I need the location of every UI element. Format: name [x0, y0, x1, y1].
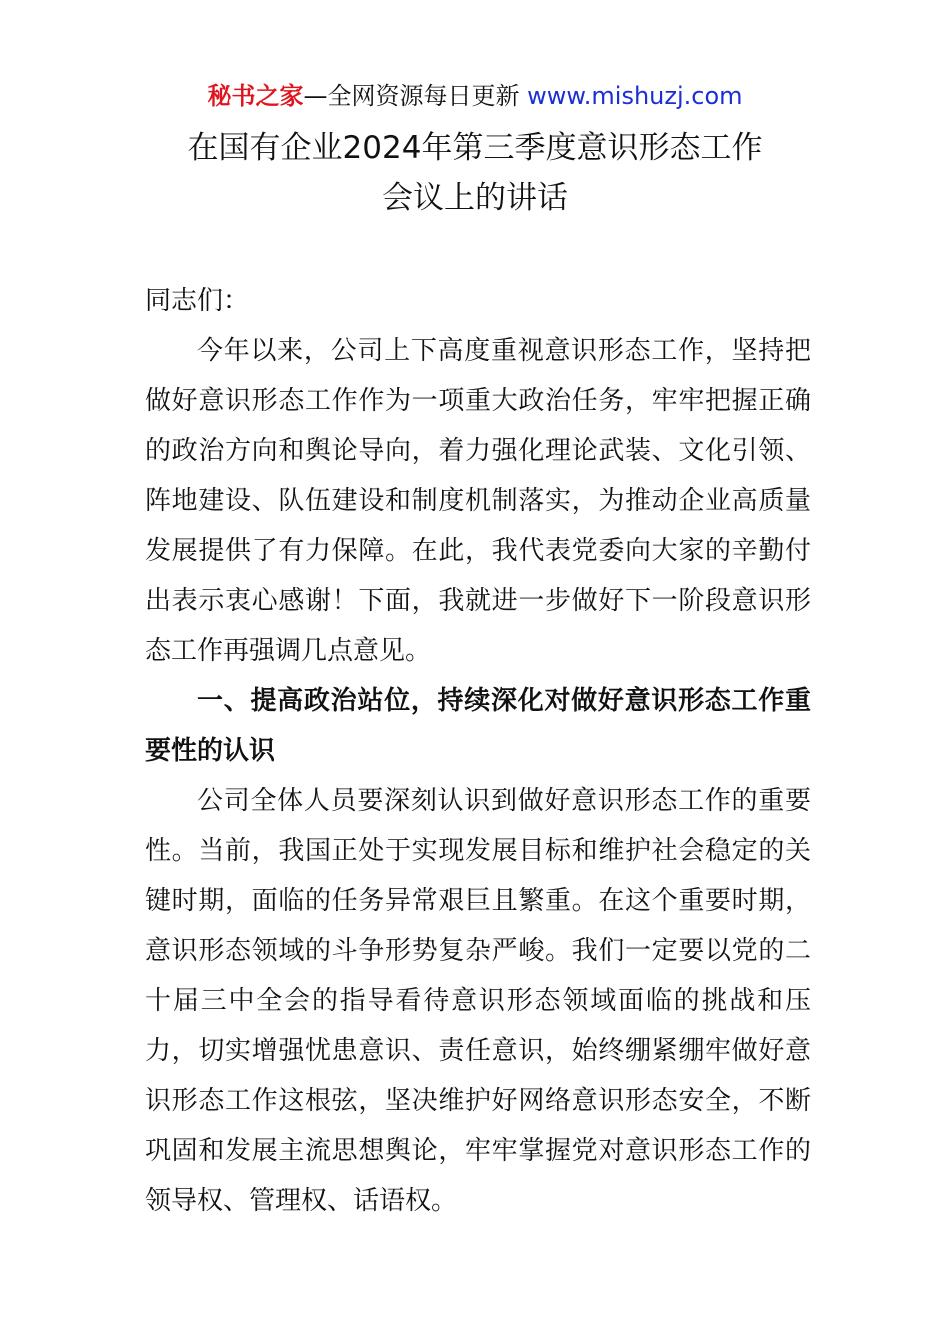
document-title-line-1: 在国有企业2024年第三季度意识形态工作: [187, 130, 763, 166]
site-url-link[interactable]: www.mishuzj.com: [527, 82, 743, 110]
paragraph-intro: 今年以来，公司上下高度重视意识形态工作，坚持把做好意识形态工作作为一项重大政治任务，牢牢把握正确的政治方向和舆论导向，着力强化理论武装、文化引领、阵地建设、队伍建设和制度机制落实，为推动企业高质量发展提供了有力保障。在此，我代表党委向大家的辛勤付出表示衷心感谢！下面，我就进一步做好下一阶段意识形态工作再强调几点意见。: [145, 336, 811, 666]
document-title-line-2: 会议上的讲话: [382, 180, 568, 216]
site-tagline: —全网资源每日更新: [303, 82, 520, 110]
paragraph-section-1: 公司全体人员要深刻认识到做好意识形态工作的重要性。当前，我国正处于实现发展目标和维护社会稳定的关键时期，面临的任务异常艰巨且繁重。在这个重要时期，意识形态领域的斗争形势复杂严峻。我们一定要以党的二十届三中全会的指导看待意识形态领域面临的挑战和压力，切实增强忧患意识、责任意识，始终绷紧绷牢做好意识形态工作这根弦，坚决维护好网络意识形态安全，不断巩固和发展主流思想舆论，牢牢掌握党对意识形态工作的领导权、管理权、话语权。: [145, 786, 811, 1216]
section-heading-1: 一、提高政治站位，持续深化对做好意识形态工作重要性的认识: [145, 686, 811, 766]
site-header: [0, 80, 950, 112]
document-body: [145, 276, 811, 1226]
brand-name: 秘书之家: [207, 82, 304, 110]
salutation: 同志们：: [145, 286, 250, 316]
